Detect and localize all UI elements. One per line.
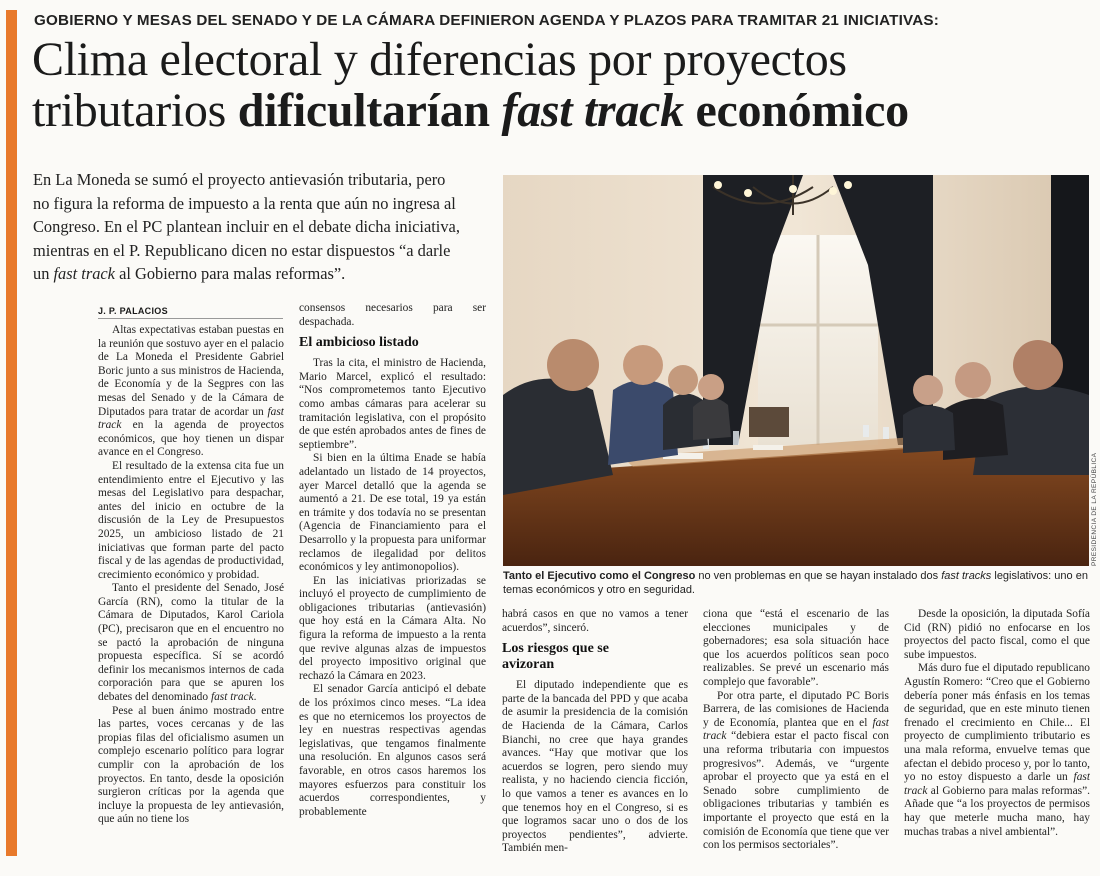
- paragraph: habrá casos en que no vamos a tener acuerdos”, sinceró.: [502, 608, 688, 634]
- lede-line: Congreso. En el PC plantean incluir en el debate dicha iniciativa,: [33, 217, 460, 237]
- subhead-riesgos: Los riesgos que se avizoran: [502, 641, 609, 673]
- headline-line-2: tributarios dificultarían fast track económico: [32, 84, 909, 137]
- lede-line: En La Moneda se sumó el proyecto antievasión tributaria, pero: [33, 170, 446, 189]
- article-column-1: [98, 324, 284, 859]
- headline: [32, 34, 1092, 136]
- paragraph: Pese al buen ánimo mostrado entre las partes, voces cercanas y de las propias filas del oficialismo asumen un complejo escenario político para lograr cumplir con la aprobación de los proyectos. En tanto, desde la oposición surgieron críticas por la agenda que incluye la propuesta de ley antievasión, que aún no tiene los: [98, 704, 284, 826]
- photo-credit: PRESIDENCIA DE LA REPÚBLICA: [1091, 452, 1098, 566]
- paragraph: En las iniciativas priorizadas se incluyó el proyecto de cumplimiento de obligaciones tributarias (antievasión) que hoy está en la Cámara Alta. No figura la reforma de impuesto a la renta que revive algunas alzas de impuestos del proyecto impositivo original que rechazó la Cámara en 2023.: [299, 574, 486, 682]
- article-column-3: [502, 608, 688, 859]
- paragraph: Más duro fue el diputado republicano Agustín Romero: “Creo que el Gobierno debería poner más énfasis en los temas de seguridad, que en este minuto tienen frenado el crecimiento en Chile... El proyecto de cumplimiento tributario es una mala reforma, envuelve temas que afectan el debido proceso y, por lo tanto, yo no estoy dispuesto a darle un fast track al Gobierno para malas reformas”. Añade que “a los proyectos de permisos hay que meterle mucha mano, hay muchas trabas a nivel ambiental”.: [904, 662, 1090, 838]
- photo-caption: Tanto el Ejecutivo como el Congreso no ven problemas en que se hayan instalado dos fast tracks legislativos: uno en temas económicos y otro en seguridad.: [503, 570, 1088, 596]
- paragraph: El diputado independiente que es parte de la bancada del PPD y que acaba de asumir la presidencia de la comisión de Hacienda de la Cámara, Carlos Bianchi, no cree que haya grandes avances. “Hay que motivar que los acuerdos se logren, pero siendo muy realista, y no haciendo ciencia ficción, lo que vamos a tener es avances en lo que tenemos hoy en el Congreso, si es que logramos sacar uno o dos de los proyectos pendientes”, advierte. También men-: [502, 679, 688, 855]
- byline-rule: [98, 318, 283, 319]
- paragraph: consensos necesarios para ser despachada.: [299, 302, 486, 328]
- photo-illustration: [503, 175, 1089, 566]
- article-column-5: [904, 608, 1090, 859]
- paragraph: Por otra parte, el diputado PC Boris Barrera, de las comisiones de Hacienda y de Economía, plantea que en el fast track “debiera estar el pacto fiscal con una reforma tributaria con impuestos progresivos”. Además, ve “urgente aprobar el proyecto que ya está en el Senado sobre cumplimiento de obligaciones tributarias y también es importante el proyecto que está en la comisión de Economía que tiene que ver con los permisos sectoriales”.: [703, 689, 889, 852]
- kicker: GOBIERNO Y MESAS DEL SENADO Y DE LA CÁMARA DEFINIERON AGENDA Y PLAZOS PARA TRAMITAR 21 INICIATIVAS:: [34, 12, 939, 29]
- subhead-ambicioso-listado: El ambicioso listado: [299, 335, 419, 351]
- paragraph: Tras la cita, el ministro de Hacienda, Mario Marcel, explicó el resultado: “Nos comprometemos tanto Ejecutivo como ambas cámaras para acelerar su tramitación legislativa, con el propósito de que estén aprobados antes de fines de septiembre”.: [299, 357, 486, 451]
- photo-meeting: [503, 175, 1089, 566]
- byline: J. P. PALACIOS: [98, 306, 168, 316]
- paragraph: El resultado de la extensa cita fue un entendimiento entre el Ejecutivo y las mesas del Legislativo para despachar, antes del inicio en octubre de la discusión de la Ley de Presupuestos 2025, un ambicioso listado de 21 iniciativas que forman parte del pacto fiscal y de las agendas de productividad, crecimiento económico y probidad.: [98, 459, 284, 581]
- paragraph: Si bien en la última Enade se había adelantado un listado de 14 proyectos, ayer Marcel detalló que la agenda se aumentó a 21. De ese total, 19 ya están en trámite y dos todavía no se presentan (Agencia de Financiamiento para el Desarrollo y la propuesta para uniformar reclamos de ilegalidad por delitos económicos y ley antimonopolios).: [299, 452, 486, 574]
- paragraph: ciona que “está el escenario de las elecciones municipales y de gobernadores; esa sola situación hace que los acuerdos políticos sean poco realizables. Se prevé un escenario más complejo que favorable”.: [703, 608, 889, 688]
- paragraph: El senador García anticipó el debate de los próximos cinco meses. “La idea es que no eternicemos los proyectos de ley en nuestras respectivas agendas legislativas, que tengamos finalmente una resolución. En algunos casos será favorable, en otros casos haremos los mayores esfuerzos para constituir los acuerdos correspondientes, y probablemente: [299, 683, 486, 818]
- lede: [33, 168, 488, 286]
- article-column-2: [299, 302, 486, 859]
- paragraph: Desde la oposición, la diputada Sofía Cid (RN) pidió no enfocarse en los proyectos del pacto fiscal, como el que sube impuestos.: [904, 608, 1090, 661]
- lede-line: mientras en el P. Republicano dicen no estar dispuestos “a darle: [33, 240, 451, 260]
- headline-line-1: Clima electoral y diferencias por proyectos: [32, 33, 847, 86]
- article-column-4: [703, 608, 889, 859]
- paragraph: Tanto el presidente del Senado, José García (RN), como la titular de la Cámara de Diputados, Karol Cariola (PC), precisaron que en el encuentro no se pactó la aprobación de ninguna propuesta específica. Sí se acordó definir los mecanismos internos de cada corporación para que se apuren los debates del denominado fast track.: [98, 582, 284, 704]
- accent-bar: [6, 10, 17, 856]
- lede-line: un fast track al Gobierno para malas reformas”.: [33, 264, 346, 284]
- paragraph: Altas expectativas estaban puestas en la reunión que sostuvo ayer en el palacio de La Moneda el Presidente Gabriel Boric junto a sus ministros de Hacienda, de Economía y de la Segpres con las mesas del Senado y de la Cámara de Diputados para tratar de acordar un fast track en la agenda de proyectos económicos, que hoy tienen un dispar avance en el Congreso.: [98, 324, 284, 459]
- lede-line: no figura la reforma de impuesto a la renta que aún no ingresa al: [33, 193, 456, 213]
